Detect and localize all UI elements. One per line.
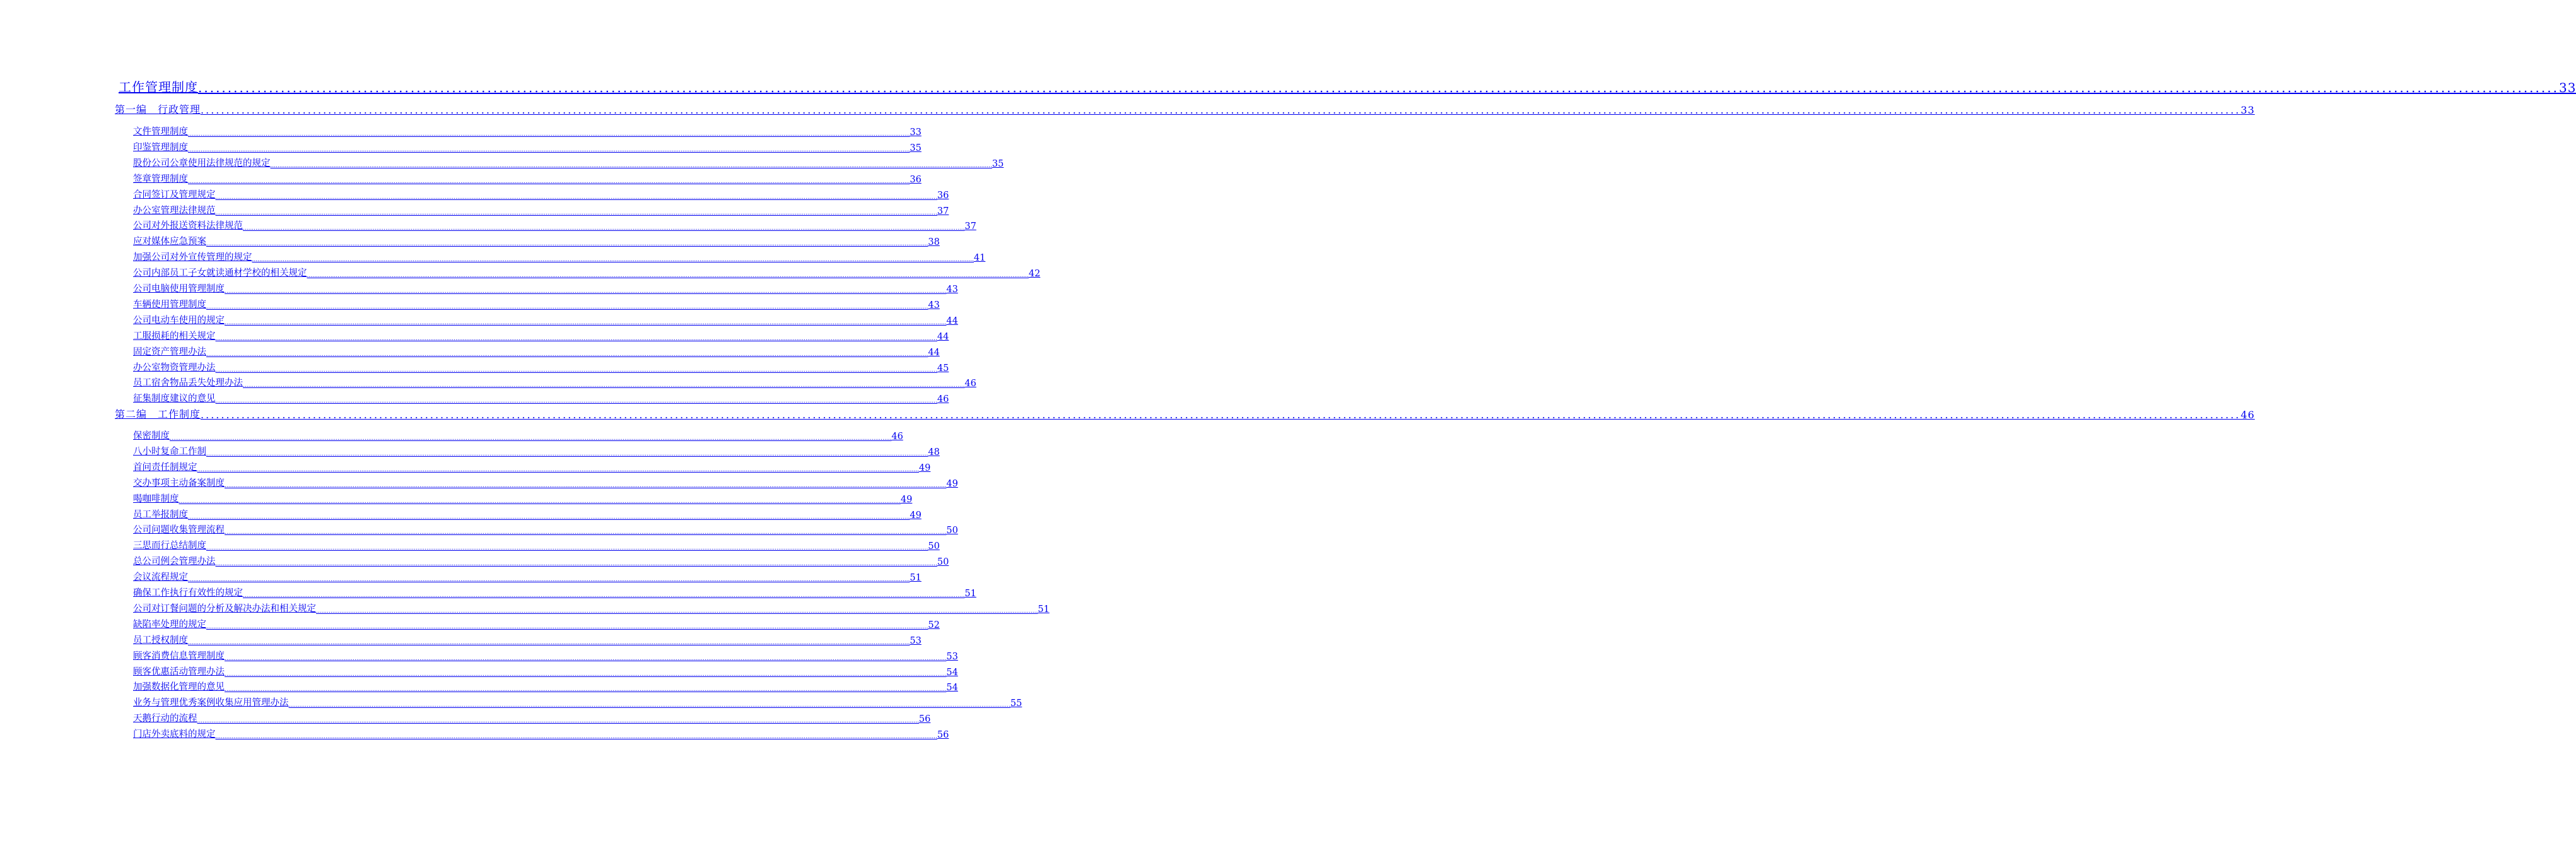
toc-entry-label: 征集制度建议的意见 <box>133 394 216 404</box>
toc-page-number: 44 <box>928 348 940 358</box>
toc-page-number: 36 <box>910 175 922 185</box>
dot-leader: ................................................................................................................................................................................................................................................................................................................................................................................................................ <box>243 382 965 389</box>
toc-entry-label: 加强公司对外宣传管理的规定 <box>133 252 252 262</box>
toc-entry-label: 签章管理制度 <box>133 174 188 184</box>
toc-part-heading[interactable] <box>115 102 2255 116</box>
toc-entry-link[interactable] <box>133 298 940 310</box>
toc-entry-label: 员工宿舍物品丢失处理办法 <box>133 378 243 388</box>
toc-page-number: 45 <box>937 363 949 374</box>
toc-part-heading[interactable] <box>115 407 2255 421</box>
toc-entry-link[interactable] <box>133 665 958 678</box>
toc-entry-label: 公司问题收集管理流程 <box>133 525 225 535</box>
toc-entry-link[interactable] <box>133 141 922 153</box>
dot-leader: ................................................................................................................................................................................................................................................................................................................................................................................................................ <box>188 131 910 138</box>
toc-entry-link[interactable] <box>133 586 976 599</box>
dot-leader: ................................................................................................................................................................................................................................................................................................................................................................................................................ <box>188 577 910 583</box>
dot-leader: ................................................................................................................................................................................................................................................................................................................................................................................................................ <box>179 498 901 505</box>
toc-entry-label: 公司对订餐问题的分析及解决办法和相关规定 <box>133 604 316 614</box>
dot-leader: ................................................................................................................................................................................................................................................................................................................................................................................................................ <box>206 351 928 358</box>
dot-leader: ................................................................................................................................................................................................................................................................................................................................................................................................................ <box>215 210 937 216</box>
toc-entry-link[interactable] <box>133 204 949 216</box>
toc-entry-label: 员工举报制度 <box>133 510 188 520</box>
toc-entry-label: 首问责任制规定 <box>133 462 197 473</box>
dot-leader: ................................................................................................................................................................................................................................................................................................................................................................................................................ <box>307 273 1029 279</box>
toc-page-number: 38 <box>928 237 940 247</box>
toc-page-number: 53 <box>910 636 922 646</box>
toc-page-number: 49 <box>918 463 931 473</box>
toc-entry-label: 确保工作执行有效性的规定 <box>133 588 243 598</box>
toc-entry-link[interactable] <box>133 266 1041 279</box>
toc-entry-label: 办公室管理法律规范 <box>133 206 216 216</box>
toc-page-number: 42 <box>1028 269 1041 279</box>
toc-entry-label: 缺陷率处理的规定 <box>133 620 206 630</box>
toc-entry-link[interactable] <box>133 345 940 358</box>
toc-entry-label: 八小时复命工作制 <box>133 447 206 457</box>
toc-entry-label: 公司对外报送资料法律规范 <box>133 221 243 231</box>
toc-title[interactable] <box>119 79 2576 95</box>
toc-entry-link[interactable] <box>133 602 1050 615</box>
toc-page-number: 51 <box>910 573 922 583</box>
toc-entry-link[interactable] <box>133 539 940 551</box>
toc-entry-link[interactable] <box>133 618 940 630</box>
dot-leader: ................................................................................................................................................................................................................................................................................................................................................................................................................ <box>243 225 965 232</box>
toc-page-number: 43 <box>928 300 940 310</box>
toc-entry-label: 工服损耗的相关规定 <box>133 331 216 341</box>
dot-leader: ................................................................................................................................................................................................................................................................................................................................................................................................................ <box>225 671 947 678</box>
dot-leader: ................................................................................................................................................................................................................................................................................................................................................................................................................ <box>170 435 892 442</box>
toc-page-number: 50 <box>946 526 958 536</box>
toc-entry-link[interactable] <box>133 188 949 201</box>
toc-entry-label: 天鹅行动的流程 <box>133 714 197 724</box>
toc-entry-link[interactable] <box>133 696 1022 709</box>
toc-entry-link[interactable] <box>133 314 958 326</box>
dot-leader: ................................................................................................................................................................................................................................................................................................................................................................................................................ <box>188 179 910 185</box>
dot-leader: ................................................................................................................................................................................................................................................................................................................................................................................................................ <box>243 592 965 599</box>
toc-entry-label: 保密制度 <box>133 431 170 441</box>
toc-page-number: 51 <box>1038 604 1050 615</box>
toc-page-number: 56 <box>937 730 949 740</box>
dot-leader: ................................................................................................................................................................................................................................................................................................................................................................................................................ <box>215 194 937 201</box>
toc-entry-link[interactable] <box>133 633 922 646</box>
toc-entry-label: 公司电动车使用的规定 <box>133 315 225 326</box>
toc-entry-link[interactable] <box>133 250 986 263</box>
toc-entry-label: 顾客优惠活动管理办法 <box>133 667 225 677</box>
toc-page-number: 54 <box>946 668 958 678</box>
dot-leader: ................................................................................................................................................................................................................................................................................................................................................................................................................ <box>206 451 928 457</box>
dot-leader: ................................................................................................................................................................................................................................................................................................................................................................................................................ <box>215 734 937 740</box>
dot-leader: ................................................................................................................................................................................................................................................................................................................................................................................................................ <box>198 80 2559 95</box>
toc-page-number: 49 <box>910 510 922 521</box>
toc-page-number: 33 <box>2240 104 2255 116</box>
dot-leader: ................................................................................................................................................................................................................................................................................................................................................................................................................ <box>316 608 1038 615</box>
toc-entry-label: 办公室物资管理办法 <box>133 363 216 373</box>
dot-leader: ................................................................................................................................................................................................................................................................................................................................................................................................................ <box>252 257 974 263</box>
toc-entry-label: 第一编 行政管理 <box>115 103 201 115</box>
dot-leader: ................................................................................................................................................................................................................................................................................................................................................................................................................ <box>225 483 947 489</box>
dot-leader: ................................................................................................................................................................................................................................................................................................................................................................................................................ <box>188 147 910 153</box>
toc-entry-link[interactable] <box>133 680 958 693</box>
toc-entry-link[interactable] <box>133 156 1004 169</box>
toc-entry-link[interactable] <box>133 555 949 567</box>
dot-leader: ................................................................................................................................................................................................................................................................................................................................................................................................................ <box>215 398 937 404</box>
toc-entry-label: 印鉴管理制度 <box>133 143 188 153</box>
toc-entry-link[interactable] <box>133 376 976 389</box>
toc-page-number: 35 <box>910 143 922 153</box>
toc-entry-link[interactable] <box>133 649 958 662</box>
toc-entry-link[interactable] <box>133 429 903 442</box>
dot-leader: ................................................................................................................................................................................................................................................................................................................................................................................................................ <box>188 640 910 646</box>
toc-entry-link[interactable] <box>133 570 922 583</box>
toc-page-number: 50 <box>928 541 940 551</box>
toc-page-number: 44 <box>946 316 958 326</box>
toc-entry-label: 加强数据化管理的意见 <box>133 682 225 692</box>
toc-page-number: 53 <box>946 652 958 662</box>
toc-page-number: 37 <box>964 221 976 232</box>
toc-entry-link[interactable] <box>133 219 976 232</box>
toc-page-number: 48 <box>928 447 940 457</box>
dot-leader: ................................................................................................................................................................................................................................................................................................................................................................................................................ <box>197 718 919 724</box>
dot-leader: ................................................................................................................................................................................................................................................................................................................................................................................................................ <box>288 702 1010 709</box>
toc-entry-label: 员工授权制度 <box>133 635 188 645</box>
dot-leader: ................................................................................................................................................................................................................................................................................................................................................................................................................ <box>215 336 937 342</box>
toc-entry-link[interactable] <box>133 712 931 724</box>
dot-leader: ................................................................................................................................................................................................................................................................................................................................................................................................................ <box>206 241 928 247</box>
dot-leader: ................................................................................................................................................................................................................................................................................................................................................................................................................ <box>215 367 937 374</box>
toc-page-number: 41 <box>973 253 986 263</box>
toc-entry-label: 合同签订及管理规定 <box>133 190 216 200</box>
toc-page-number: 43 <box>946 285 958 295</box>
dot-leader: ................................................................................................................................................................................................................................................................................................................................................................................................................ <box>206 624 928 630</box>
toc-entry-label: 交办事项主动备案制度 <box>133 478 225 488</box>
toc-entry-link[interactable] <box>133 461 931 473</box>
dot-leader: ................................................................................................................................................................................................................................................................................................................................................................................................................ <box>206 545 928 551</box>
toc-entry-label: 文件管理制度 <box>133 127 188 137</box>
toc-entry-link[interactable] <box>133 329 949 342</box>
toc-entry-label: 固定资产管理办法 <box>133 347 206 357</box>
dot-leader: ................................................................................................................................................................................................................................................................................................................................................................................................................ <box>215 561 937 567</box>
toc-entry-link[interactable] <box>133 125 922 138</box>
dot-leader: ................................................................................................................................................................................................................................................................................................................................................................................................................ <box>225 320 947 326</box>
toc-entry-label: 会议流程规定 <box>133 572 188 582</box>
toc-page-number: 50 <box>937 557 949 567</box>
toc-page-number: 33 <box>910 127 922 138</box>
toc-page-number: 36 <box>937 191 949 201</box>
toc-entry-label: 公司内部员工子女就读通材学校的相关规定 <box>133 268 307 278</box>
toc-entry-label: 股份公司公章使用法律规范的规定 <box>133 158 271 168</box>
toc-entry-label: 车辆使用管理制度 <box>133 300 206 310</box>
toc-entry-link[interactable] <box>133 476 958 489</box>
toc-entry-label: 三思而行总结制度 <box>133 541 206 551</box>
toc-page-number: 46 <box>891 432 903 442</box>
toc-page-number: 49 <box>900 495 913 505</box>
toc-page-number: 56 <box>918 714 931 724</box>
toc-entry-label: 业务与管理优秀案例收集应用管理办法 <box>133 698 289 708</box>
dot-leader: ................................................................................................................................................................................................................................................................................................................................................................................................................ <box>188 514 910 521</box>
toc-entry-link[interactable] <box>133 508 922 521</box>
toc-page-number: 35 <box>992 159 1004 169</box>
toc-page-number: 54 <box>946 683 958 693</box>
dot-leader: ................................................................................................................................................................................................................................................................................................................................................................................................................ <box>225 288 947 295</box>
toc-entry-label: 门店外卖底料的规定 <box>133 729 216 739</box>
toc-page-number: 46 <box>937 394 949 404</box>
toc-entry-label: 公司电脑使用管理制度 <box>133 284 225 294</box>
toc-page-number: 44 <box>937 332 949 342</box>
toc-page-number: 49 <box>946 479 958 489</box>
toc-page-number: 52 <box>928 620 940 630</box>
toc-entry-link[interactable] <box>133 392 949 404</box>
toc-entry-label: 喝咖啡制度 <box>133 494 179 504</box>
toc-page-number: 33 <box>2558 80 2576 95</box>
toc-entry-link[interactable] <box>133 492 913 505</box>
toc-entry-label: 应对媒体应急预案 <box>133 237 206 247</box>
dot-leader: ................................................................................................................................................................................................................................................................................................................................................................................................................ <box>201 104 2241 116</box>
toc-entry-link[interactable] <box>133 445 940 457</box>
toc-entry-link[interactable] <box>133 361 949 374</box>
toc-entry-link[interactable] <box>133 523 958 536</box>
toc-page-number: 37 <box>937 206 949 216</box>
dot-leader: ................................................................................................................................................................................................................................................................................................................................................................................................................ <box>197 467 919 473</box>
toc-entry-link[interactable] <box>133 282 958 295</box>
toc-entry-label: 顾客消费信息管理制度 <box>133 651 225 661</box>
toc-entry-label: 总公司例会管理办法 <box>133 556 216 567</box>
dot-leader: ................................................................................................................................................................................................................................................................................................................................................................................................................ <box>206 304 928 310</box>
dot-leader: ................................................................................................................................................................................................................................................................................................................................................................................................................ <box>225 656 947 662</box>
toc-page-number: 46 <box>964 379 976 389</box>
dot-leader: ................................................................................................................................................................................................................................................................................................................................................................................................................ <box>201 409 2241 421</box>
dot-leader: ................................................................................................................................................................................................................................................................................................................................................................................................................ <box>225 686 947 693</box>
toc-entry-label: 工作管理制度 <box>119 80 198 95</box>
toc-entry-link[interactable] <box>133 727 949 740</box>
dot-leader: ................................................................................................................................................................................................................................................................................................................................................................................................................ <box>225 529 947 536</box>
toc-entry-link[interactable] <box>133 172 922 185</box>
toc-page-number: 46 <box>2240 409 2255 421</box>
toc-page-number: 51 <box>964 589 976 599</box>
toc-entry-link[interactable] <box>133 235 940 247</box>
toc-entry-label: 第二编 工作制度 <box>115 408 201 420</box>
toc-page-number: 55 <box>1010 698 1022 709</box>
dot-leader: ................................................................................................................................................................................................................................................................................................................................................................................................................ <box>270 163 992 169</box>
